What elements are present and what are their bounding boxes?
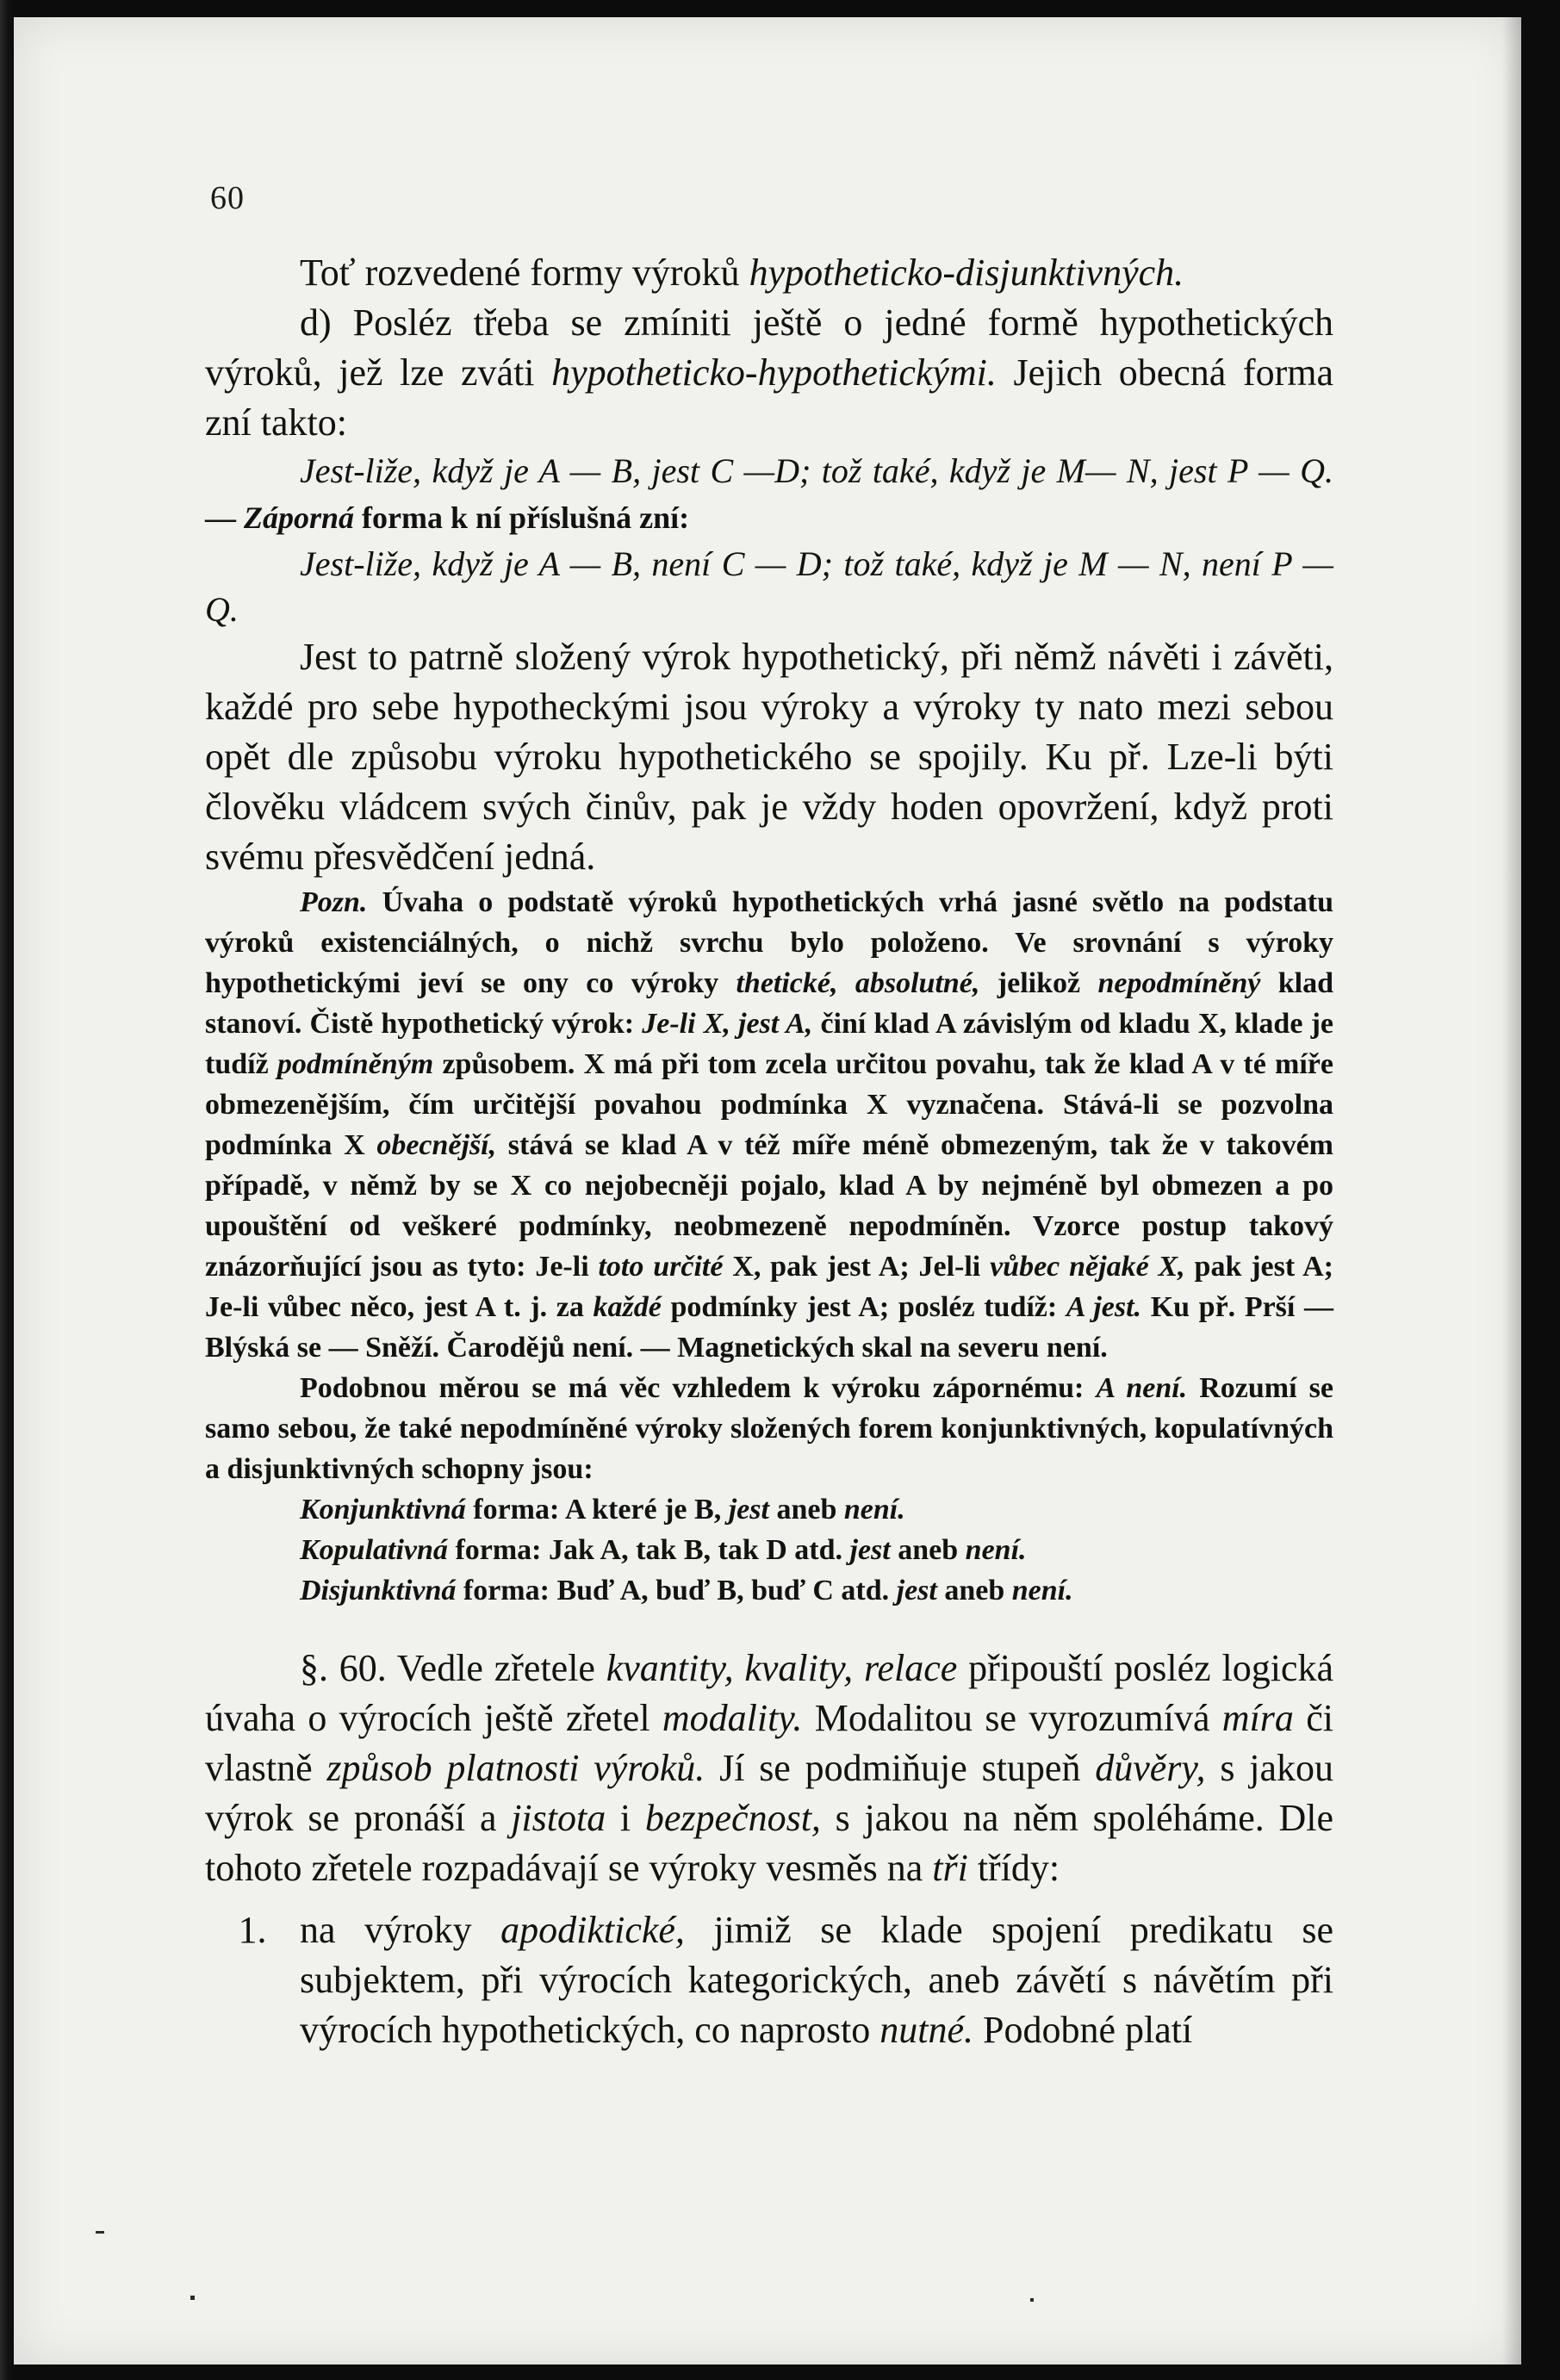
text-run: Toť rozvedené formy výroků [300, 252, 749, 294]
emphasis: není. [843, 1494, 905, 1526]
forms-list [205, 1489, 1333, 1611]
text-run: forma k ní příslušná zní: [354, 500, 690, 535]
paragraph-jest-to: Jest to patrně složený výrok hypothetický, při němž návěti i závěti, každé pro sebe hypotheckými jsou výroky a výroky ty nato mezi sebou opět dle způsobu výroku hypothetického se spojily. Ku př. Lze-li býti člověku vládcem svých činův, pak je vždy hoden opovržení, když proti svému přesvědčení jedná. [205, 636, 1333, 878]
emphasis: není. [1011, 1575, 1073, 1606]
text-run: pak jest A; Je-li vůbec něco, jest A t. j. za [205, 1251, 1333, 1323]
text-run: klad stanoví. Čistě hypothetický výrok: [205, 967, 1333, 1040]
emphasis: Konjunktivná [300, 1494, 466, 1526]
note-label: Pozn. [300, 886, 368, 918]
emphasis: každé [593, 1291, 662, 1323]
emphasis: podmíněným [277, 1048, 434, 1080]
emphasis: jest [849, 1534, 891, 1566]
text-run: s jakou výrok se pronáší a [205, 1747, 1333, 1839]
list-item [205, 1530, 1333, 1570]
book-page [14, 17, 1521, 2364]
emphasis: thetické, absolutné, [736, 967, 980, 999]
text-run: forma: Buď A, buď B, buď C atd. [456, 1575, 897, 1606]
emphasis: Disjunktivná [300, 1575, 457, 1606]
emphasis: apodiktické, [500, 1909, 685, 1951]
emphasis: míra [1221, 1697, 1294, 1739]
page-text [205, 248, 1333, 2055]
paragraph-d [205, 298, 1333, 448]
emphasis: nepodmíněný [1097, 967, 1261, 999]
paragraph-podobnou [205, 1368, 1333, 1489]
text-run: Ku př. Prší — Blýská se — Sněží. Čarodějů není. — Magnetických skal na severu není. [205, 1291, 1334, 1364]
emphasis: nutné. [879, 2009, 974, 2051]
list-item-apodictic [205, 1905, 1333, 2055]
text-run: §. 60. Vedle zřetele [300, 1647, 606, 1689]
text-run: d) Posléz třeba se zmíniti ještě o jedné formě hypothetických výroků, jež lze zváti [205, 301, 1333, 394]
text-run: X, pak jest A; Jel-li [723, 1251, 991, 1283]
page-number: 60 [210, 180, 245, 216]
scan-left-margin [0, 0, 14, 2380]
emphasis: hypotheticko-hypothetickými. [551, 351, 997, 394]
text-run: na výroky [300, 1909, 501, 1951]
scan-speck [1030, 2298, 1034, 2302]
text-run: či vlastně [205, 1697, 1333, 1789]
text-run: aneb [768, 1494, 844, 1526]
text-run: činí klad A závislým od kladu X, klade je tudíž [205, 1008, 1333, 1080]
emphasis: A není. [1096, 1372, 1188, 1404]
text-run: jimiž se klade spojení predikatu se subjektem, při výrocích kategorických, aneb závětí s návětím při výrocích hypothetických, co naprosto [300, 1909, 1333, 2051]
emphasis: A jest. [1066, 1291, 1142, 1323]
emphasis: jest [728, 1494, 769, 1526]
paragraph-intro [205, 248, 1333, 298]
formula-text: Jest-liže, když je A — B, jest C —D; tož také, když je M— N, jest P — Q. [300, 451, 1333, 490]
emphasis: tři [932, 1847, 968, 1889]
emphasis: Záporná [244, 500, 355, 535]
emphasis: toto určité [598, 1251, 724, 1283]
list-item [205, 1489, 1333, 1530]
text-run: stává se klad A v též míře méně obmezeným, tak že v takovém případě, v němž by se X co nejobecněji pojalo, klad A by nejméně byl obmezen a po upouštění od veškeré podmínky, neobmezeně nepodmíněn. Vzorce postup takový znázorňující jsou as tyto: Je-li [205, 1129, 1333, 1283]
text-run: aneb [936, 1575, 1012, 1606]
text-run: Úvaha o podstatě výroků hypothetických vrhá jasné světlo na podstatu výroků existenciálných, o nichž svrchu bylo položeno. Ve srovnání s výroky hypothetickými jeví se ony co výroky [205, 886, 1333, 999]
emphasis: hypotheticko-disjunktivných. [749, 252, 1184, 294]
formula-affirmative [205, 448, 1333, 541]
emphasis: Kopulativná [300, 1534, 448, 1566]
text-run: aneb [890, 1534, 966, 1566]
emphasis: bezpečnost, [644, 1797, 821, 1839]
paragraph-pozn [205, 882, 1333, 1368]
text-run: jelikož [979, 967, 1098, 999]
emphasis: jest [896, 1575, 937, 1606]
text-run: — [205, 500, 244, 535]
emphasis: způsob platnosti výroků. [326, 1747, 705, 1789]
paragraph-section-60 [205, 1644, 1333, 1893]
text-run: forma: Jak A, tak B, tak D atd. [447, 1534, 850, 1566]
text-run: Podobné platí [973, 2009, 1193, 2051]
emphasis: není. [965, 1534, 1027, 1566]
page-edge-shadow [1502, 17, 1521, 2364]
text-run: třídy: [967, 1847, 1060, 1889]
text-run: připouští posléz logická úvaha o výrocích ještě zřetel [205, 1647, 1333, 1739]
text-run: i [606, 1797, 645, 1839]
item-body [300, 1905, 1333, 2055]
emphasis: Je-li X, jest A, [642, 1008, 813, 1040]
emphasis: důvěry, [1095, 1747, 1206, 1789]
text-run: podmínky jest A; posléz tudíž: [661, 1291, 1066, 1323]
scan-speck [96, 2231, 104, 2234]
text-run: Jejich obecná forma zní takto: [205, 351, 1333, 444]
emphasis: modality. [662, 1697, 803, 1739]
emphasis: obecnější, [376, 1129, 497, 1161]
list-item [205, 1570, 1333, 1611]
text-run: Jí se podmiňuje stupeň [705, 1747, 1096, 1789]
emphasis: kvantity, kvality, relace [606, 1647, 958, 1689]
text-run: Modalitou se vyrozumívá [802, 1697, 1222, 1739]
text-run: způsobem. X má při tom zcela určitou povahu, tak že klad A v té míře obmezenějším, čím určitější povahou podmínka X vyznačena. Stává-li se pozvolna podmínka X [205, 1048, 1333, 1161]
formula-negative: Jest-liže, když je A — B, není C — D; tož také, když je M — N, není P — Q. [205, 544, 1333, 629]
text-run: Rozumí se samo sebou, že také nepodmíněné výroky složených forem konjunktivných, kopulatívných a disjunktivných schopny jsou: [205, 1372, 1333, 1485]
text-run: s jakou na něm spoléháme. Dle tohoto zřetele rozpadávají se výroky vesměs na [205, 1797, 1333, 1889]
text-run: forma: A které je B, [465, 1494, 729, 1526]
scan-speck [190, 2296, 195, 2300]
emphasis: vůbec nějaké X, [990, 1251, 1185, 1283]
item-number: 1. [238, 1909, 267, 1951]
text-run: Podobnou měrou se má věc vzhledem k výroku zápornému: [300, 1372, 1097, 1404]
emphasis: jistota [511, 1797, 606, 1839]
negative-form-intro [205, 500, 689, 535]
